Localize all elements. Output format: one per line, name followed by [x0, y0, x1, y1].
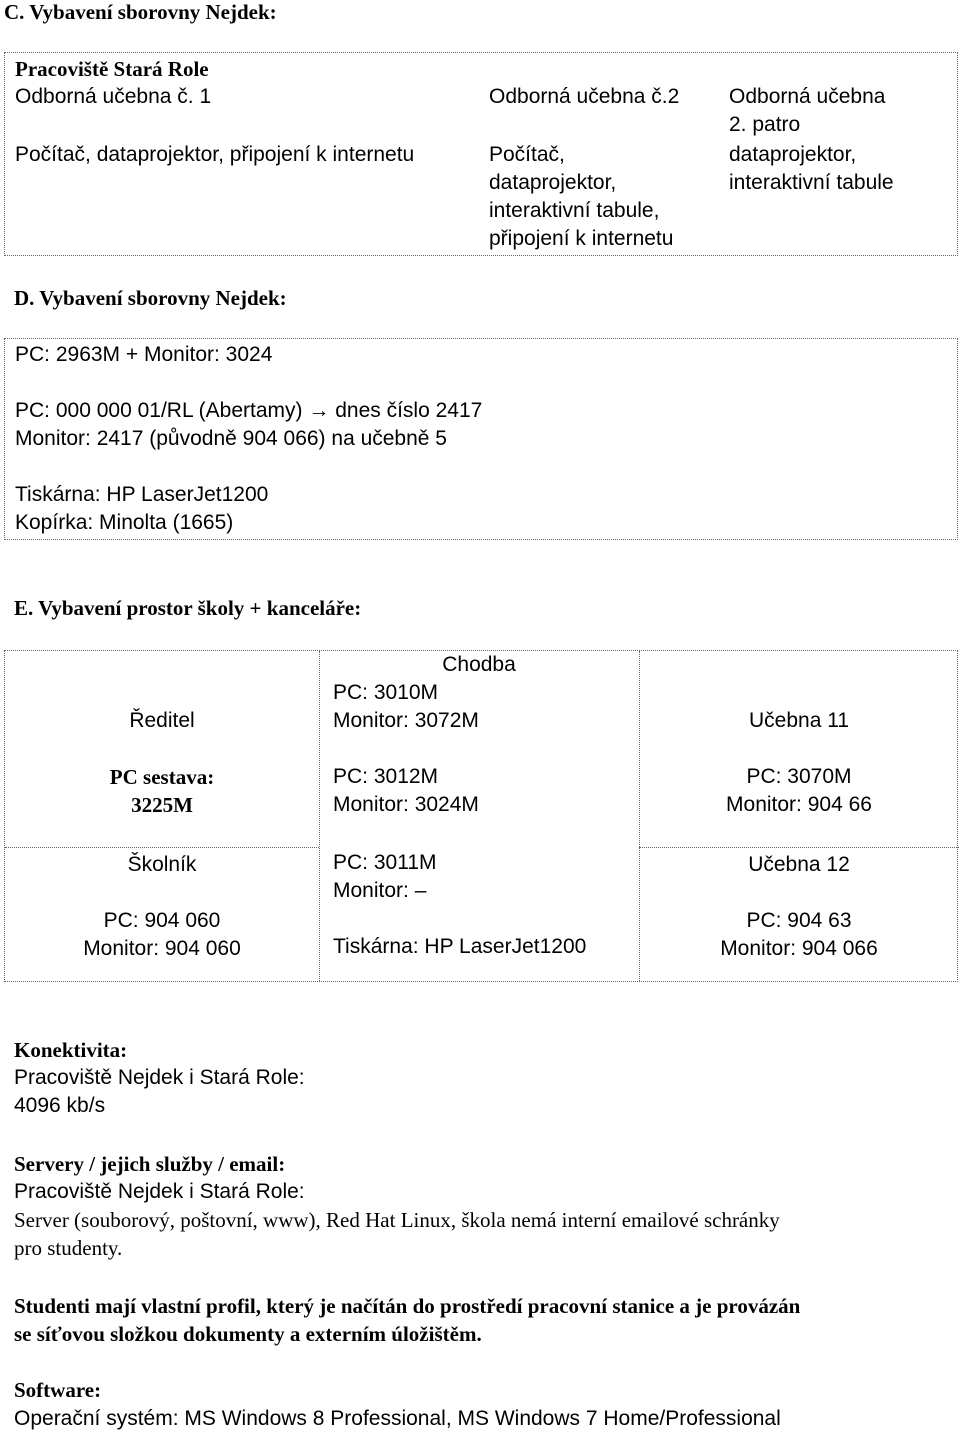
corridor-title: Chodba — [442, 653, 516, 676]
room11-title: Učebna 11 — [748, 709, 850, 732]
d-line3: Monitor: 2417 (původně 904 066) na učebně 5 — [15, 427, 447, 450]
col3-header-line2: 2. patro — [729, 113, 801, 136]
col2-line3: interaktivní tabule, — [489, 199, 660, 222]
director-pc-label: PC sestava: — [109, 765, 215, 789]
section-e-heading: E. Vybavení prostor školy + kanceláře: — [14, 596, 362, 620]
servers-line3: pro studenty. — [14, 1236, 123, 1260]
col2-header: Odborná učebna č.2 — [489, 85, 680, 108]
arrow-right-icon: → — [308, 399, 330, 422]
d-line2-part1: PC: 000 000 01/RL (Abertamy) — [15, 399, 309, 422]
room12-monitor: Monitor: 904 066 — [720, 937, 878, 960]
d-line5: Kopírka: Minolta (1665) — [15, 511, 234, 534]
section-d-heading: D. Vybavení sborovny Nejdek: — [14, 286, 287, 310]
col2-line2: dataprojektor, — [489, 171, 617, 194]
room12-pc: PC: 904 63 — [746, 909, 852, 932]
caretaker-pc: PC: 904 060 — [103, 909, 221, 932]
corridor-printer: Tiskárna: HP LaserJet1200 — [333, 935, 587, 958]
corridor-mon3: Monitor: – — [333, 879, 427, 902]
servers-heading: Servery / jejich služby / email: — [14, 1152, 286, 1176]
corridor-pc3: PC: 3011M — [333, 851, 437, 874]
section-d-box — [4, 338, 958, 540]
servers-line2: Server (souborový, poštovní, www), Red Hat Linux, škola nemá interní emailové schránky — [14, 1208, 780, 1232]
col3-line2: interaktivní tabule — [729, 171, 894, 194]
d-line2 — [15, 397, 482, 425]
software-heading: Software: — [14, 1378, 102, 1402]
col1-header: Odborná učebna č. 1 — [15, 85, 212, 108]
d-line4: Tiskárna: HP LaserJet1200 — [15, 483, 269, 506]
section-c-heading: C. Vybavení sborovny Nejdek: — [4, 0, 277, 24]
director-title: Ředitel — [129, 709, 195, 732]
section-c-table — [4, 52, 958, 256]
corridor-pc1: PC: 3010M — [333, 681, 439, 704]
profiles-line1: Studenti mají vlastní profil, který je načítán do prostředí pracovní stanice a je provázán — [14, 1294, 801, 1318]
profiles-line2: se síťovou složkou dokumenty a externím úložištěm. — [14, 1322, 482, 1346]
col2-line1: Počítač, — [489, 143, 565, 166]
section-e-table — [4, 650, 958, 982]
caretaker-monitor: Monitor: 904 060 — [83, 937, 241, 960]
software-line1 — [14, 1404, 781, 1433]
connectivity-line1: Pracoviště Nejdek i Stará Role: — [14, 1066, 305, 1089]
col3-line1: dataprojektor, — [729, 143, 857, 166]
room12-title: Učebna 12 — [748, 853, 850, 876]
corridor-mon2: Monitor: 3024M — [333, 793, 479, 816]
software-line1-text: Operační systém: MS Windows 8 Professional, MS Windows 7 Home/Professional — [14, 1407, 781, 1430]
director-pc-value: 3225M — [131, 793, 193, 817]
room11-pc: PC: 3070M — [746, 765, 852, 788]
corridor-mon1: Monitor: 3072M — [333, 709, 479, 732]
caretaker-title: Školník — [127, 853, 197, 876]
col1-content: Počítač, dataprojektor, připojení k internetu — [15, 143, 415, 166]
d-line2-part2: dnes číslo 2417 — [329, 399, 483, 422]
d-line1: PC: 2963M + Monitor: 3024 — [15, 343, 273, 366]
connectivity-line2: 4096 kb/s — [14, 1094, 106, 1117]
connectivity-heading: Konektivita: — [14, 1038, 128, 1062]
room11-monitor: Monitor: 904 66 — [726, 793, 872, 816]
servers-line1: Pracoviště Nejdek i Stará Role: — [14, 1180, 305, 1203]
corridor-pc2: PC: 3012M — [333, 765, 439, 788]
col3-header-line1: Odborná učebna — [729, 85, 886, 108]
col2-line4: připojení k internetu — [489, 227, 674, 250]
workplace-title: Pracoviště Stará Role — [15, 57, 209, 81]
